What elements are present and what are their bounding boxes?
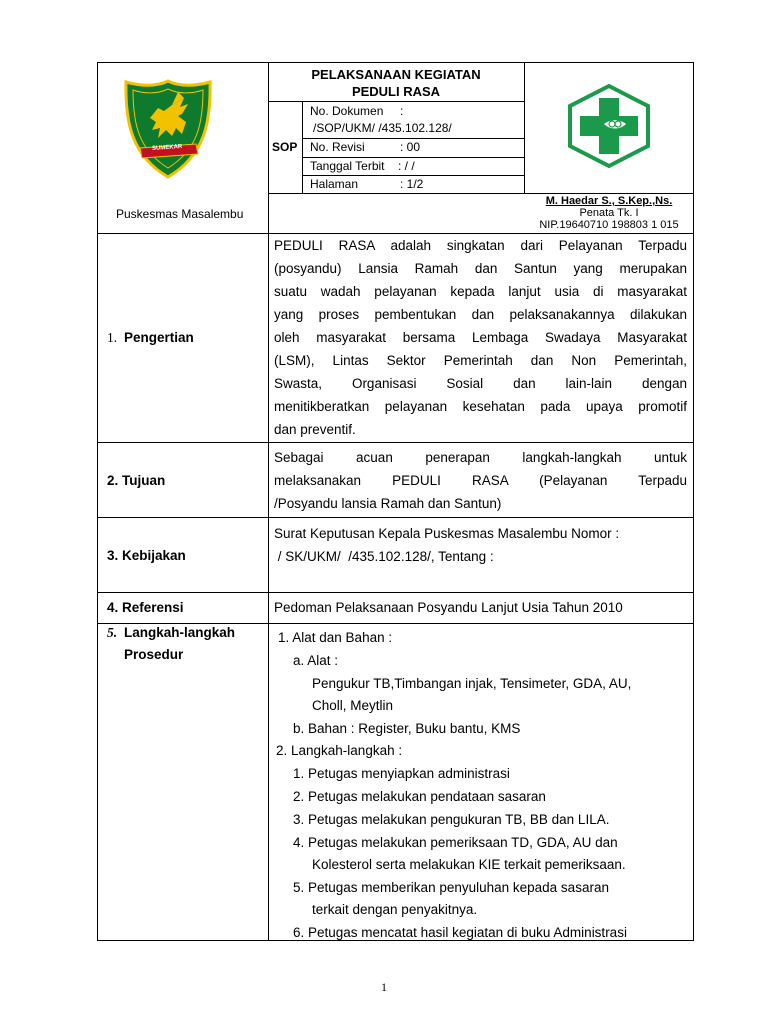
body-line: dan preventif. (274, 422, 356, 437)
procedure-line: 1. Petugas menyiapkan administrasi (293, 766, 510, 781)
procedure-line: Choll, Meytlin (312, 698, 394, 713)
body-line: PEDULI RASA adalah singkatan dari Pelayanan Terpadu (274, 238, 687, 253)
procedure-line: a. Alat : (293, 653, 339, 668)
procedure-line: 3. Petugas melakukan pengukuran TB, BB dan LILA. (293, 812, 610, 827)
section-3-label: 3. Kebijakan (107, 548, 186, 563)
body-line: suatu wadah pelayanan kepada lanjut usia di masyarakat (274, 284, 687, 299)
body-line: /Posyandu lansia Ramah dan Santun) (274, 496, 502, 511)
doc-number-colon: : (400, 104, 404, 118)
revision-value: : 00 (400, 140, 421, 154)
signer-nip: NIP.19640710 198803 1 015 (539, 219, 679, 231)
body-line: oleh masyarakat bersama Lembaga Swadaya Masyarakat (274, 330, 687, 345)
facility-name: Puskesmas Masalembu (116, 207, 244, 221)
procedure-line: 5. Petugas memberikan penyuluhan kepada sasaran (293, 880, 609, 895)
doc-title-line-1: PELAKSANAAN KEGIATAN (311, 67, 481, 82)
section-5-label-2: Prosedur (124, 647, 184, 662)
body-line: / SK/UKM/ /435.102.128/, Tentang : (274, 549, 494, 564)
doc-number-value: /SOP/UKM/ /435.102.128/ (313, 121, 452, 135)
body-line: menitikberatkan pelayanan kesehatan pada upaya promotif (274, 399, 687, 414)
revision-label: No. Revisi (310, 140, 365, 154)
procedure-line: 6. Petugas mencatat hasil kegiatan di buku Administrasi (293, 925, 627, 940)
sop-label: SOP (272, 140, 298, 154)
signer-rank: Penata Tk. I (579, 207, 639, 219)
reference-text: Pedoman Pelaksanaan Posyandu Lanjut Usia Tahun 2010 (274, 600, 623, 615)
section-5-number: 5. (107, 625, 118, 640)
body-line: yang proses pembentukan dan pelaksanakannya dilakukan (274, 307, 687, 322)
section-1-label: Pengertian (124, 330, 194, 345)
procedure-line: Pengukur TB,Timbangan injak, Tensimeter, GDA, AU, (312, 676, 632, 691)
section-4-label: 4. Referensi (107, 600, 184, 615)
signer-name: M. Haedar S., S.Kep.,Ns. (545, 195, 673, 207)
logo-banner-text: SUMEKAR (151, 143, 183, 153)
procedure-line: 2. Langkah-langkah : (276, 743, 403, 758)
page-number: 1 (381, 980, 387, 994)
section-5-label-1: Langkah-langkah (124, 625, 236, 640)
body-line: Sebagai acuan penerapan langkah-langkah untuk (274, 450, 687, 465)
issue-date-value: : / / (398, 159, 415, 173)
procedure-line: terkait dengan penyakitnya. (312, 902, 478, 917)
procedure-line: 2. Petugas melakukan pendataan sasaran (293, 789, 546, 804)
section-2-label: 2. Tujuan (107, 473, 166, 488)
body-line: (posyandu) Lansia Ramah dan Santun yang merupakan (274, 261, 687, 276)
procedure-line: 1. Alat dan Bahan : (278, 630, 393, 645)
body-line: Swasta, Organisasi Sosial dan lain-lain dengan (274, 376, 687, 391)
procedure-line: Kolesterol serta melakukan KIE terkait pemeriksaan. (312, 857, 626, 872)
body-line: melaksanakan PEDULI RASA (Pelayanan Terpadu (274, 473, 687, 488)
page-value: : 1/2 (400, 177, 424, 191)
section-1-number: 1. (107, 330, 118, 345)
procedure-line: b. Bahan : Register, Buku bantu, KMS (293, 721, 521, 736)
right-logo (566, 84, 652, 168)
body-line: (LSM), Lintas Sektor Pemerintah dan Non Pemerintah, (274, 353, 687, 368)
doc-title-line-2: PEDULI RASA (351, 84, 441, 99)
procedure-line: 4. Petugas melakukan pemeriksaan TD, GDA, AU dan (293, 835, 618, 850)
page-label: Halaman (310, 177, 359, 191)
doc-number-label: No. Dokumen (310, 104, 384, 118)
issue-date-label: Tanggal Terbit (310, 159, 385, 173)
body-line: Surat Keputusan Kepala Puskesmas Masalembu Nomor : (274, 526, 620, 541)
left-logo (122, 78, 214, 180)
